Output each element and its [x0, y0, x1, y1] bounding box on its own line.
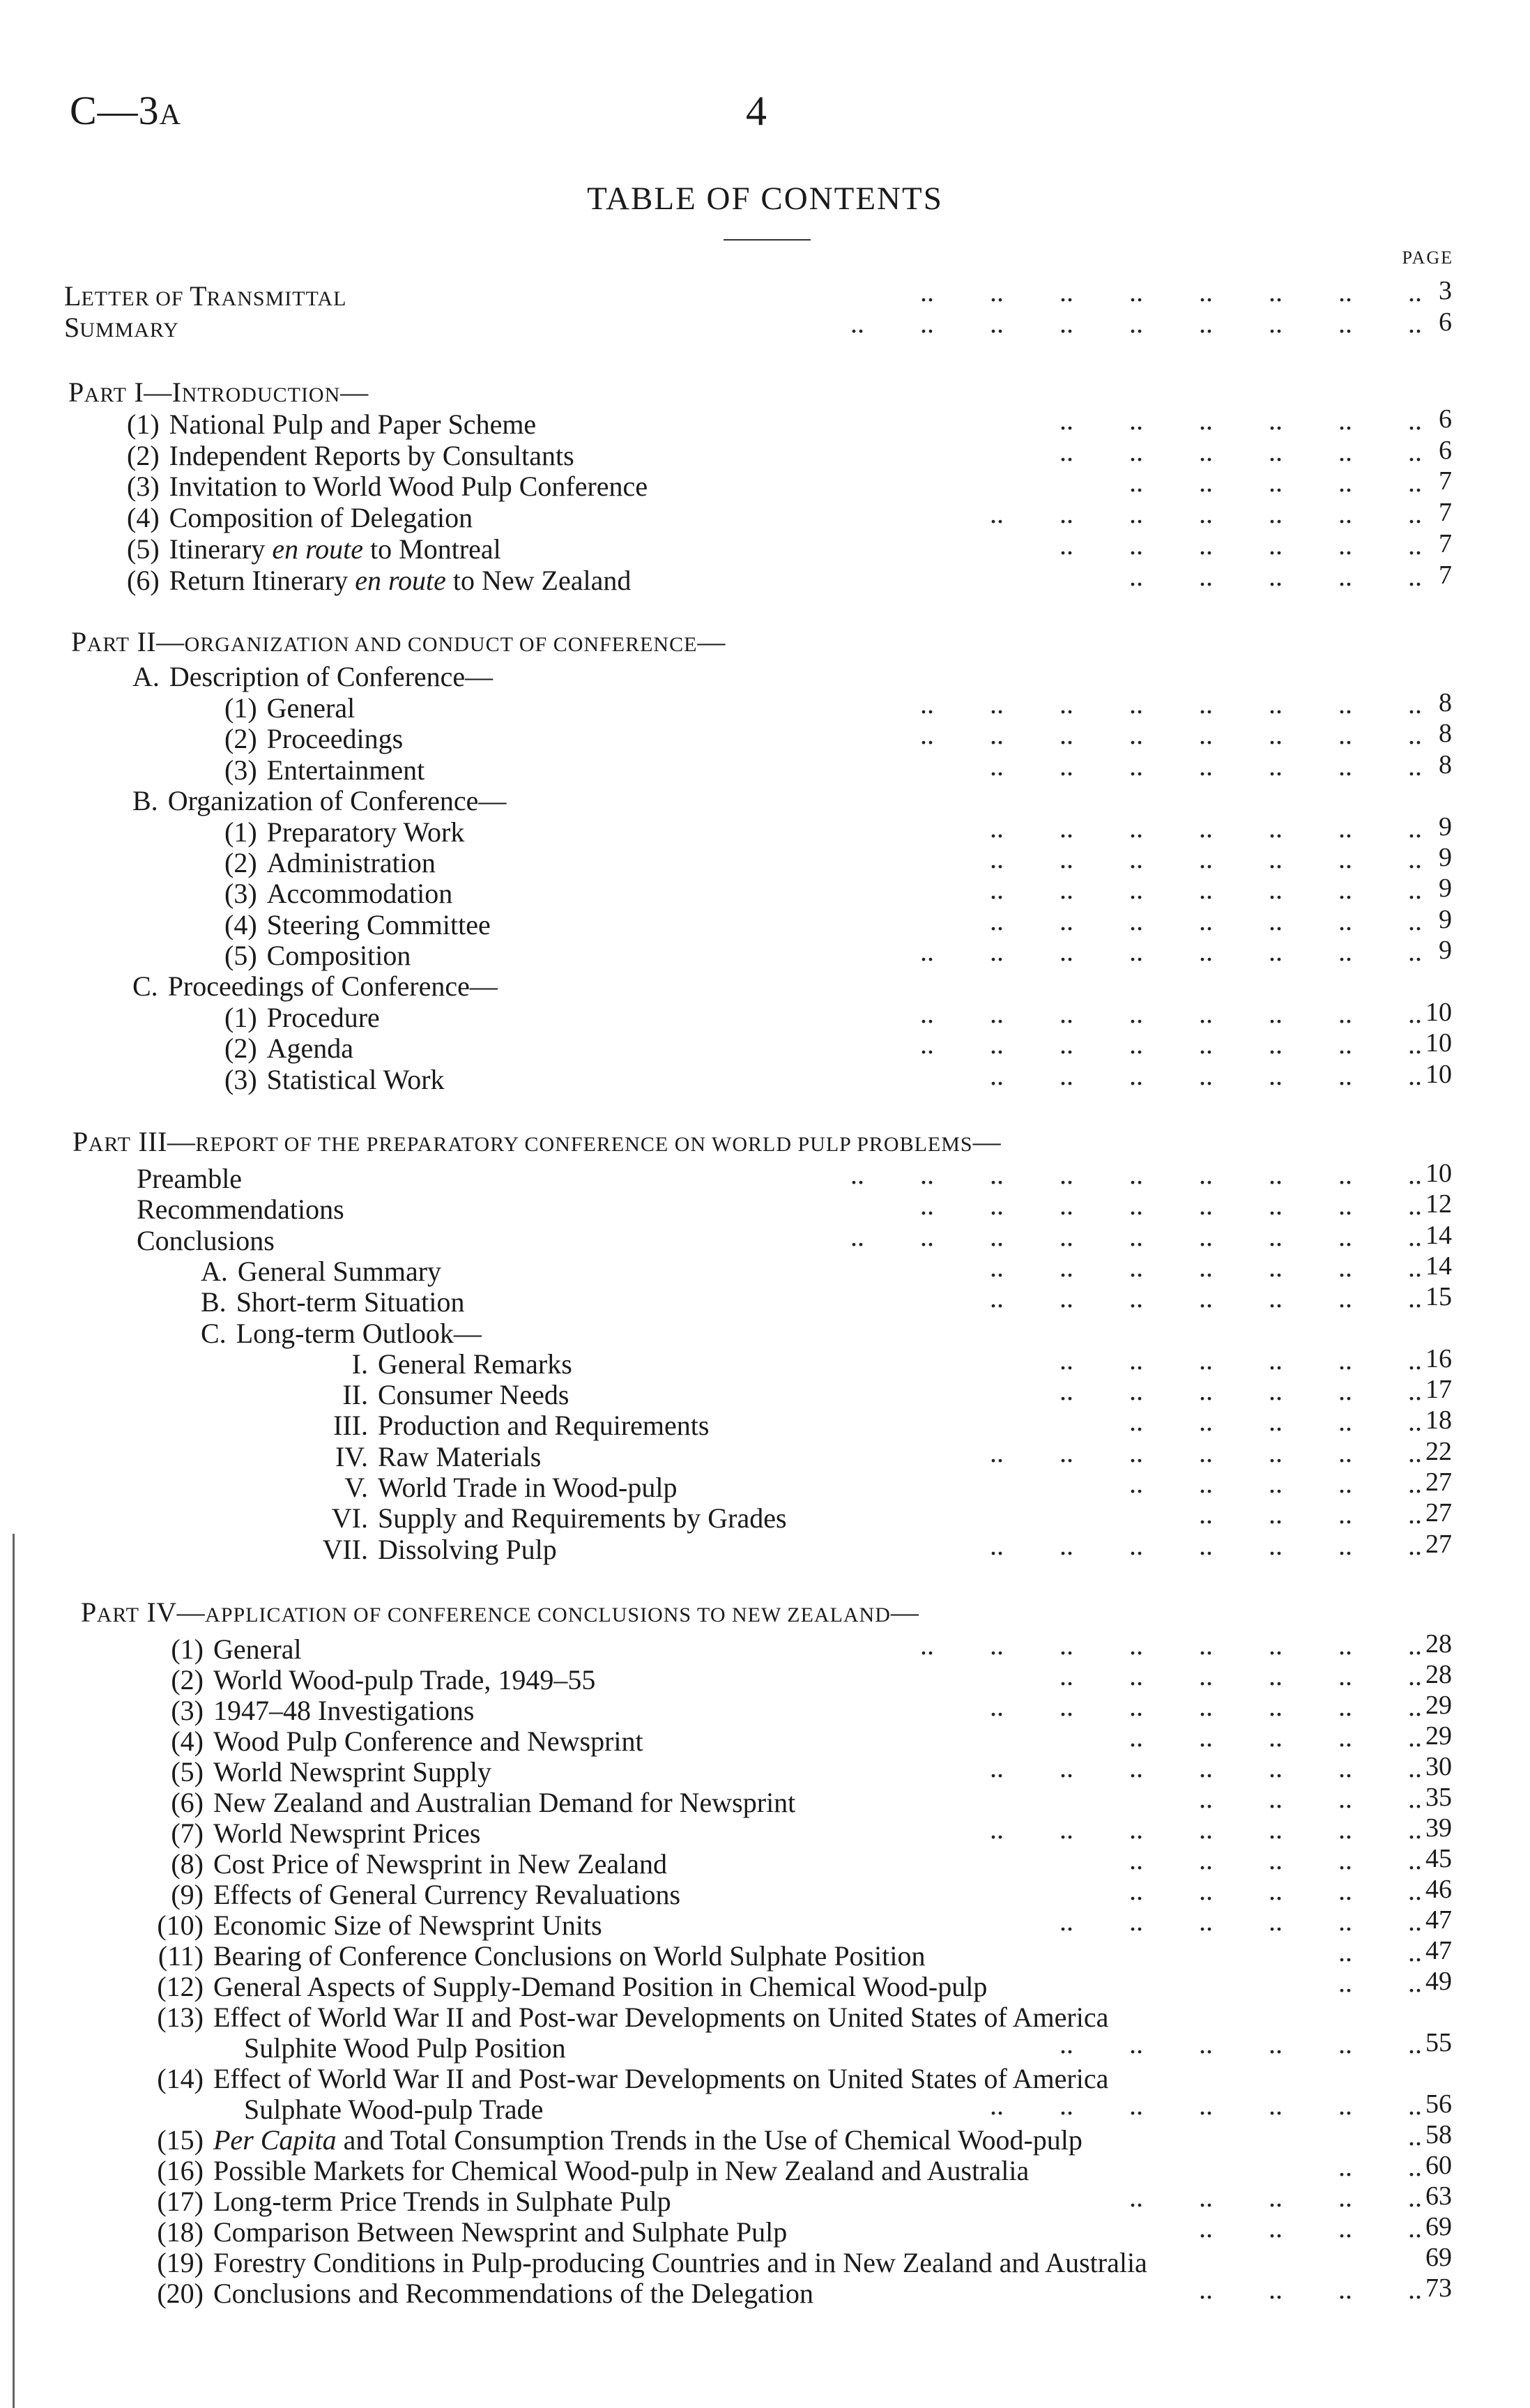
toc-entry[interactable]	[0, 1060, 1530, 1096]
entry-page: 8	[1439, 719, 1452, 748]
entry-page: 9	[1439, 874, 1452, 903]
entry-page: 35	[1425, 1783, 1452, 1812]
entry-page: 63	[1425, 2181, 1452, 2211]
page-column-heading: PAGE	[1402, 247, 1453, 268]
leader-dots: .. .. .. .. .. .. ..	[990, 1282, 1422, 1313]
entry-page: 10	[1425, 1159, 1452, 1188]
entry-page: 9	[1439, 936, 1452, 965]
leader-dots: .. .. .. .. ..	[1129, 1844, 1422, 1875]
leader-dots: .. .. .. .. .. .. ..	[990, 905, 1422, 936]
leader-dots: .. .. .. .. .. .. .. .. ..	[850, 1221, 1422, 1252]
leader-dots: .. .. .. .. .. .. .. ..	[920, 936, 1422, 967]
entry-page: 17	[1425, 1375, 1452, 1404]
leader-dots: .. .. .. .. .. .. ..	[990, 1251, 1422, 1283]
entry-page: 10	[1425, 1060, 1452, 1089]
leader-dots: .. ..	[1338, 1936, 1422, 1967]
entry-page: 30	[1425, 1752, 1452, 1781]
entry-page: 39	[1425, 1813, 1452, 1843]
leader-dots: .. .. .. .. .. .. ..	[990, 1437, 1422, 1468]
toc-entry[interactable]	[0, 936, 1530, 972]
entry-page: 14	[1425, 1221, 1452, 1250]
leader-dots: .. .. .. .. .. .. .. ..	[920, 1189, 1422, 1221]
entry-text: (2) Independent Reports by Consultants	[127, 440, 574, 471]
entry-text: (9) Effects of General Currency Revaluations	[171, 1879, 681, 1910]
entry-text: (4) Steering Committee	[224, 909, 491, 940]
entry-text: (1) Procedure	[224, 1002, 380, 1033]
leader-dots: .. .. .. .. .. .. ..	[990, 2089, 1422, 2121]
entry-page: 73	[1425, 2273, 1452, 2303]
entry-text: LETTER OF TRANSMITTAL	[64, 280, 347, 312]
leader-dots: .. .. .. .. .. .. ..	[990, 843, 1422, 874]
leader-dots: .. .. .. .. .. ..	[1059, 529, 1422, 561]
entry-page: 14	[1425, 1251, 1452, 1281]
entry-text: Conclusions	[137, 1225, 275, 1256]
entry-page: 9	[1439, 843, 1452, 872]
entry-page: 69	[1425, 2212, 1452, 2241]
entry-page: 55	[1425, 2028, 1452, 2057]
leader-dots: .. .. .. .. .. .. ..	[990, 874, 1422, 905]
entry-page: 7	[1439, 529, 1452, 558]
entry-page: 47	[1425, 1936, 1452, 1965]
leader-dots: .. .. .. .. .. .. .. ..	[920, 276, 1422, 307]
toc-entry[interactable]	[0, 2273, 1530, 2310]
leader-dots: .. ..	[1338, 2151, 1422, 2182]
page-number: 4	[746, 88, 767, 134]
toc-entry[interactable]	[0, 1530, 1530, 1566]
leader-dots: .. .. .. .. .. .. ..	[990, 498, 1422, 529]
entry-page: 28	[1425, 1629, 1452, 1659]
leader-dots: .. .. .. ..	[1199, 1498, 1422, 1530]
leader-dots: .. .. .. .. .. ..	[1059, 1375, 1422, 1406]
entry-text: VII. Dissolving Pulp	[322, 1534, 557, 1565]
leader-dots: .. .. .. .. .. ..	[1059, 1905, 1422, 1937]
entry-page: 12	[1425, 1189, 1452, 1219]
entry-page: 7	[1439, 466, 1452, 496]
entry-page: 8	[1439, 688, 1452, 717]
entry-page: 3	[1439, 276, 1452, 305]
entry-text: (13) Effect of World War II and Post-war Developments on United States of America	[157, 2002, 1109, 2033]
entry-page: 27	[1425, 1530, 1452, 1559]
leader-dots: .. .. .. .. .. ..	[1059, 2028, 1422, 2059]
entry-text: (3) Statistical Work	[224, 1064, 445, 1095]
leader-dots: .. .. .. .. .. ..	[1059, 436, 1422, 467]
entry-text: (1) General	[171, 1633, 302, 1665]
entry-text: (2) Agenda	[224, 1032, 354, 1064]
entry-page: 27	[1425, 1468, 1452, 1497]
entry-page: 16	[1425, 1344, 1452, 1373]
entry-text: (5) Itinerary en route to Montreal	[127, 533, 501, 565]
entry-text: VI. Supply and Requirements by Grades	[331, 1502, 787, 1534]
entry-page: 9	[1439, 905, 1452, 934]
entry-page: 6	[1439, 404, 1452, 434]
leader-dots: .. .. .. .. ..	[1129, 1721, 1422, 1753]
entry-text: III. Production and Requirements	[333, 1410, 710, 1441]
leader-dots: .. .. .. .. .. .. ..	[990, 750, 1422, 782]
leader-dots: .. .. .. .. .. .. .. .. ..	[850, 1159, 1422, 1190]
entry-page: 27	[1425, 1498, 1452, 1527]
entry-text: Sulphate Wood-pulp Trade	[244, 2094, 544, 2125]
entry-text: Sulphite Wood Pulp Position	[244, 2032, 566, 2064]
leader-dots: .. .. .. .. ..	[1129, 561, 1422, 592]
leader-dots: .. .. .. ..	[1199, 2212, 1422, 2243]
entry-page: 60	[1425, 2151, 1452, 2180]
entry-text: (3) Invitation to World Wood Pulp Conference	[127, 471, 648, 502]
entry-page: 69	[1425, 2243, 1452, 2272]
leader-dots: .. .. .. .. .. ..	[1059, 1660, 1422, 1691]
entry-text: (3) Accommodation	[224, 878, 453, 909]
entry-page: 45	[1425, 1844, 1452, 1873]
entry-text: V. World Trade in Wood-pulp	[344, 1472, 678, 1503]
title-rule	[724, 239, 811, 241]
entry-text: (5) Composition	[224, 940, 411, 971]
leader-dots: .. ..	[1338, 1967, 1422, 1998]
entry-text: (1) National Pulp and Paper Scheme	[127, 409, 537, 440]
entry-text: (1) Preparatory Work	[224, 816, 465, 848]
toc-entry-continuation[interactable]	[0, 2028, 1530, 2064]
leader-dots: ..	[1408, 2120, 1422, 2151]
toc-title: TABLE OF CONTENTS	[587, 181, 943, 217]
entry-text: B. Short-term Situation	[201, 1286, 465, 1318]
toc-entry-summary[interactable]	[0, 307, 1530, 344]
entry-text: (3) 1947–48 Investigations	[171, 1695, 475, 1726]
entry-text: Recommendations	[137, 1194, 344, 1225]
leader-dots: .. .. .. .. ..	[1129, 1468, 1422, 1499]
entry-text: (2) World Wood-pulp Trade, 1949–55	[171, 1664, 596, 1695]
part-heading-ii: PART II—ORGANIZATION AND CONDUCT OF CONFERENCE—	[71, 626, 726, 657]
leader-dots: .. .. .. .. .. ..	[1059, 1344, 1422, 1376]
entry-text: A. Description of Conference—	[132, 661, 494, 692]
entry-page: 6	[1439, 436, 1452, 465]
leader-dots: .. .. .. .. .. .. ..	[990, 812, 1422, 844]
entry-page: 46	[1425, 1875, 1452, 1904]
entry-text: II. Consumer Needs	[342, 1379, 569, 1410]
entry-page: 28	[1425, 1660, 1452, 1689]
leader-dots: .. .. .. .. .. .. ..	[990, 1813, 1422, 1845]
entry-text: (19) Forestry Conditions in Pulp-producing Countries and in New Zealand and Australia	[157, 2247, 1147, 2278]
entry-text: (6) New Zealand and Australian Demand for Newsprint	[171, 1787, 796, 1818]
entry-text: Preamble	[137, 1163, 243, 1194]
entry-text: B. Organization of Conference—	[132, 785, 507, 816]
entry-text: (10) Economic Size of Newsprint Units	[157, 1910, 602, 1941]
entry-page: 47	[1425, 1905, 1452, 1935]
entry-text: (3) Entertainment	[224, 754, 425, 786]
entry-page: 6	[1439, 307, 1452, 337]
page-code-main: C—3	[70, 88, 160, 133]
part-heading-i: PART I—INTRODUCTION—	[68, 376, 369, 408]
entry-page: 18	[1425, 1405, 1452, 1435]
toc-entry[interactable]	[0, 561, 1530, 597]
entry-page: 56	[1425, 2089, 1452, 2119]
entry-text: (2) Proceedings	[224, 723, 404, 754]
entry-text: (7) World Newsprint Prices	[171, 1818, 481, 1849]
toc-entry[interactable]	[0, 2120, 1530, 2156]
entry-text: C. Proceedings of Conference—	[132, 970, 498, 1002]
page-code-suffix: A	[159, 99, 182, 131]
leader-dots: .. .. .. .. ..	[1129, 2181, 1422, 2213]
entry-text: (20) Conclusions and Recommendations of the Delegation	[157, 2278, 813, 2309]
entry-text: (15) Per Capita and Total Consumption Trends in the Use of Chemical Wood-pulp	[157, 2124, 1083, 2156]
entry-text: IV. Raw Materials	[335, 1441, 542, 1472]
entry-page: 58	[1425, 2120, 1452, 2149]
part-heading-iv: PART IV—APPLICATION OF CONFERENCE CONCLUSIONS TO NEW ZEALAND—	[81, 1597, 919, 1628]
entry-text: (6) Return Itinerary en route to New Zealand	[127, 565, 632, 596]
leader-dots: .. .. .. .. .. .. ..	[990, 1752, 1422, 1783]
entry-page: 10	[1425, 1028, 1452, 1058]
entry-text: (12) General Aspects of Supply-Demand Position in Chemical Wood-pulp	[157, 1971, 988, 2002]
leader-dots: .. .. .. .. ..	[1129, 1405, 1422, 1437]
leader-dots: .. .. .. .. .. .. .. ..	[920, 998, 1422, 1029]
leader-dots: .. .. .. .. .. .. ..	[990, 1060, 1422, 1091]
entry-text: A. General Summary	[201, 1256, 442, 1287]
entry-text: (8) Cost Price of Newsprint in New Zealand	[171, 1848, 667, 1880]
entry-page: 8	[1439, 750, 1452, 779]
toc-entry[interactable]	[0, 2212, 1530, 2248]
toc-entry[interactable]	[0, 750, 1530, 786]
leader-dots: .. .. .. ..	[1199, 1783, 1422, 1814]
entry-text: (17) Long-term Price Trends in Sulphate Pulp	[157, 2186, 671, 2217]
leader-dots: .. .. .. .. ..	[1129, 1875, 1422, 1906]
entry-text: SUMMARY	[64, 312, 179, 343]
entry-text: (1) General	[224, 692, 355, 724]
entry-text: (4) Composition of Delegation	[127, 502, 473, 533]
entry-page: 9	[1439, 812, 1452, 841]
toc-entry[interactable]	[0, 1967, 1530, 2003]
leader-dots: .. .. .. .. .. .. .. ..	[920, 1629, 1422, 1661]
page-code	[70, 87, 181, 134]
leader-dots: .. .. .. .. .. .. .. ..	[920, 688, 1422, 719]
entry-text: (16) Possible Markets for Chemical Wood-pulp in New Zealand and Australia	[157, 2155, 1030, 2186]
leader-dots: .. .. .. .. .. .. ..	[990, 1691, 1422, 1722]
entry-page: 10	[1425, 998, 1452, 1027]
entry-page: 49	[1425, 1967, 1452, 1996]
leader-dots: .. .. .. .. .. .. .. ..	[920, 1028, 1422, 1060]
toc-entry-continuation[interactable]	[0, 2089, 1530, 2126]
leader-dots: .. .. .. .. .. .. .. ..	[920, 719, 1422, 750]
entry-text: (4) Wood Pulp Conference and Newsprint	[171, 1725, 643, 1757]
leader-dots: .. .. .. .. .. .. ..	[990, 1530, 1422, 1561]
entry-text: C. Long-term Outlook—	[201, 1318, 482, 1349]
toc-entry[interactable]	[0, 1936, 1530, 1972]
part-heading-iii: PART III—REPORT OF THE PREPARATORY CONFERENCE ON WORLD PULP PROBLEMS—	[72, 1126, 1002, 1157]
entry-page: 7	[1439, 561, 1452, 590]
entry-page: 22	[1425, 1437, 1452, 1466]
entry-page: 15	[1425, 1282, 1452, 1311]
leader-dots: .. .. .. .. .. .. .. .. ..	[850, 307, 1422, 339]
entry-page: 7	[1439, 498, 1452, 527]
entry-text: (11) Bearing of Conference Conclusions on World Sulphate Position	[158, 1940, 926, 1972]
entry-page: 29	[1425, 1691, 1452, 1720]
leader-dots: .. .. .. .. ..	[1129, 466, 1422, 498]
leader-dots: .. .. .. ..	[1199, 2273, 1422, 2305]
toc-entry[interactable]	[0, 1282, 1530, 1318]
entry-text: I. General Remarks	[351, 1348, 572, 1380]
entry-text: (14) Effect of World War II and Post-war Developments on United States of America	[157, 2063, 1109, 2094]
toc-entry[interactable]	[0, 1905, 1530, 1942]
entry-page: 29	[1425, 1721, 1452, 1751]
entry-text: (2) Administration	[224, 847, 436, 878]
entry-text: (18) Comparison Between Newsprint and Sulphate Pulp	[157, 2216, 788, 2248]
leader-dots: .. .. .. .. .. ..	[1059, 404, 1422, 436]
entry-text: (5) World Newsprint Supply	[171, 1756, 491, 1788]
